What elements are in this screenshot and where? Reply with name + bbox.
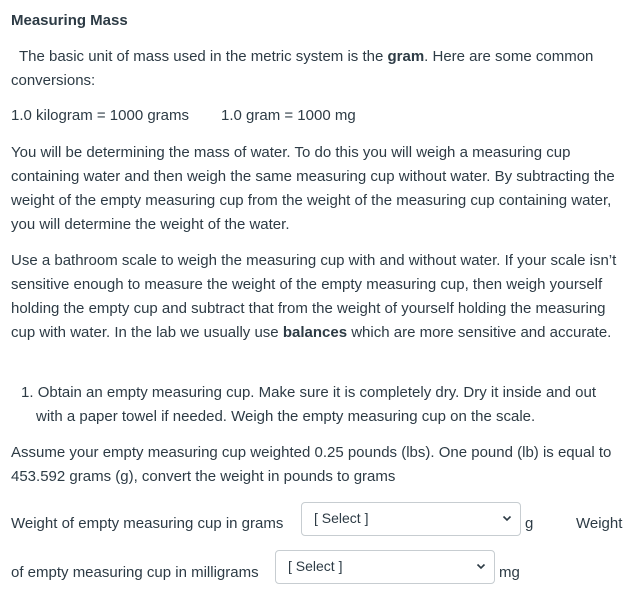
intro-text-before: The basic unit of mass used in the metric system is the	[19, 48, 388, 65]
scale-text-before: Use a bathroom scale to weigh the measuring cup with and without water. If your scale isn’t sensitive enough to measure the weight of the empty measuring cup, then weigh yourself holding the empty cup and subtract that from the weight of yourself holding the measuring cup with water. In the lab we usually use	[11, 252, 617, 341]
intro-bold-gram: gram	[387, 48, 425, 65]
milligrams-select-value: [ Select ]	[288, 558, 343, 574]
grams-unit: g	[525, 515, 534, 532]
question1-label: Weight of empty measuring cup in grams	[11, 515, 284, 532]
grams-select-value: [ Select ]	[314, 510, 369, 526]
grams-answer-select[interactable]	[301, 502, 521, 536]
determine-paragraph: You will be determining the mass of water. To do this you will weigh a measuring cup containing water and then weigh the same measuring cup without water. By subtracting the weight of the empty measuring cup from the weight of the measuring cup containing water, you will determine the weight of the water.	[11, 144, 615, 233]
question2-label-start: Weight	[576, 515, 623, 532]
scale-bold-balances: balances	[282, 324, 348, 341]
intro-text-after: . Here are some common conversions:	[11, 48, 594, 89]
milligrams-answer-select[interactable]	[275, 550, 495, 584]
scale-paragraph	[11, 249, 631, 345]
scale-text-after: which are more sensitive and accurate.	[347, 324, 612, 341]
list-item	[11, 381, 621, 429]
chevron-down-icon	[476, 561, 486, 571]
conversions-line	[11, 104, 631, 128]
conversion-kg: 1.0 kilogram = 1000 grams	[11, 107, 190, 124]
chevron-down-icon	[502, 513, 512, 523]
step-text: Obtain an empty measuring cup. Make sure it is completely dry. Dry it inside and out with a paper towel if needed. Weigh the empty measuring cup on the scale.	[36, 384, 596, 425]
milligrams-unit: mg	[499, 564, 520, 581]
intro-paragraph	[11, 45, 631, 93]
question2-label: of empty measuring cup in milligrams	[11, 564, 259, 581]
conversion-mg: 1.0 gram = 1000 mg	[221, 107, 356, 124]
assume-paragraph: Assume your empty measuring cup weighted 0.25 pounds (lbs). One pound (lb) is equal to 453.592 grams (g), convert the weight in pounds to grams	[11, 444, 612, 485]
page-title: Measuring Mass	[11, 12, 128, 29]
steps-list	[11, 381, 621, 429]
step-number: 1.	[21, 384, 34, 401]
